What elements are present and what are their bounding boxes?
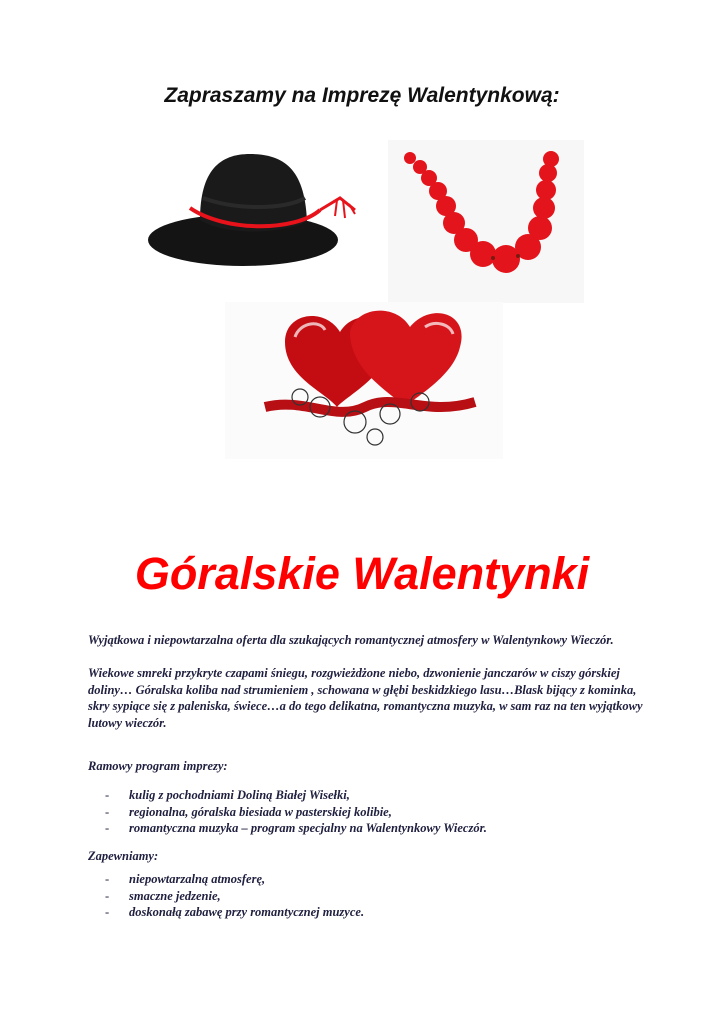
list-item: - doskonałą zabawę przy romantycznej muzyce.: [88, 904, 648, 921]
event-title: Góralskie Walentynki: [134, 548, 590, 599]
guarantee-list: [88, 871, 648, 921]
list-item: - smaczne jedzenie,: [88, 888, 648, 905]
hearts-ribbon-image: [225, 302, 503, 459]
intro-text: Wyjątkowa i niepowtarzalna oferta dla szukających romantycznej atmosfery w Walentynkowy Wieczór.: [88, 633, 614, 647]
list-item: - romantyczna muzyka – program specjalny na Walentynkowy Wieczór.: [88, 820, 648, 837]
guarantee-heading: Zapewniamy:: [88, 849, 159, 863]
list-item: - niepowtarzalną atmosferę,: [88, 871, 648, 888]
description-text: Wiekowe smreki przykryte czapami śniegu, rozgwieżdżone niebo, dzwonienie janczarów w ciszy górskiej doliny… Góralska koliba nad strumieniem , schowana w głębi beskidzkiego lasu…Blask bijący z kominka, skry sypiące się z paleniska, świece…a do tego delikatna, romantyczna muzyka, w sam raz na ten wyjątkowy lutowy wieczór.: [88, 666, 643, 730]
red-necklace-image: [388, 140, 584, 303]
list-item: - kulig z pochodniami Doliną Białej Wisełki,: [88, 787, 648, 804]
highlander-hat-image: [145, 140, 365, 270]
program-list: [88, 787, 648, 837]
red-bead-necklace-icon: [388, 140, 584, 303]
highlander-hat-icon: [145, 140, 365, 270]
list-item: - regionalna, góralska biesiada w pasterskiej kolibie,: [88, 804, 648, 821]
two-hearts-ribbon-icon: [225, 302, 503, 459]
page-heading: Zapraszamy na Imprezę Walentynkową:: [164, 84, 560, 107]
program-heading: Ramowy program imprezy:: [88, 759, 228, 773]
